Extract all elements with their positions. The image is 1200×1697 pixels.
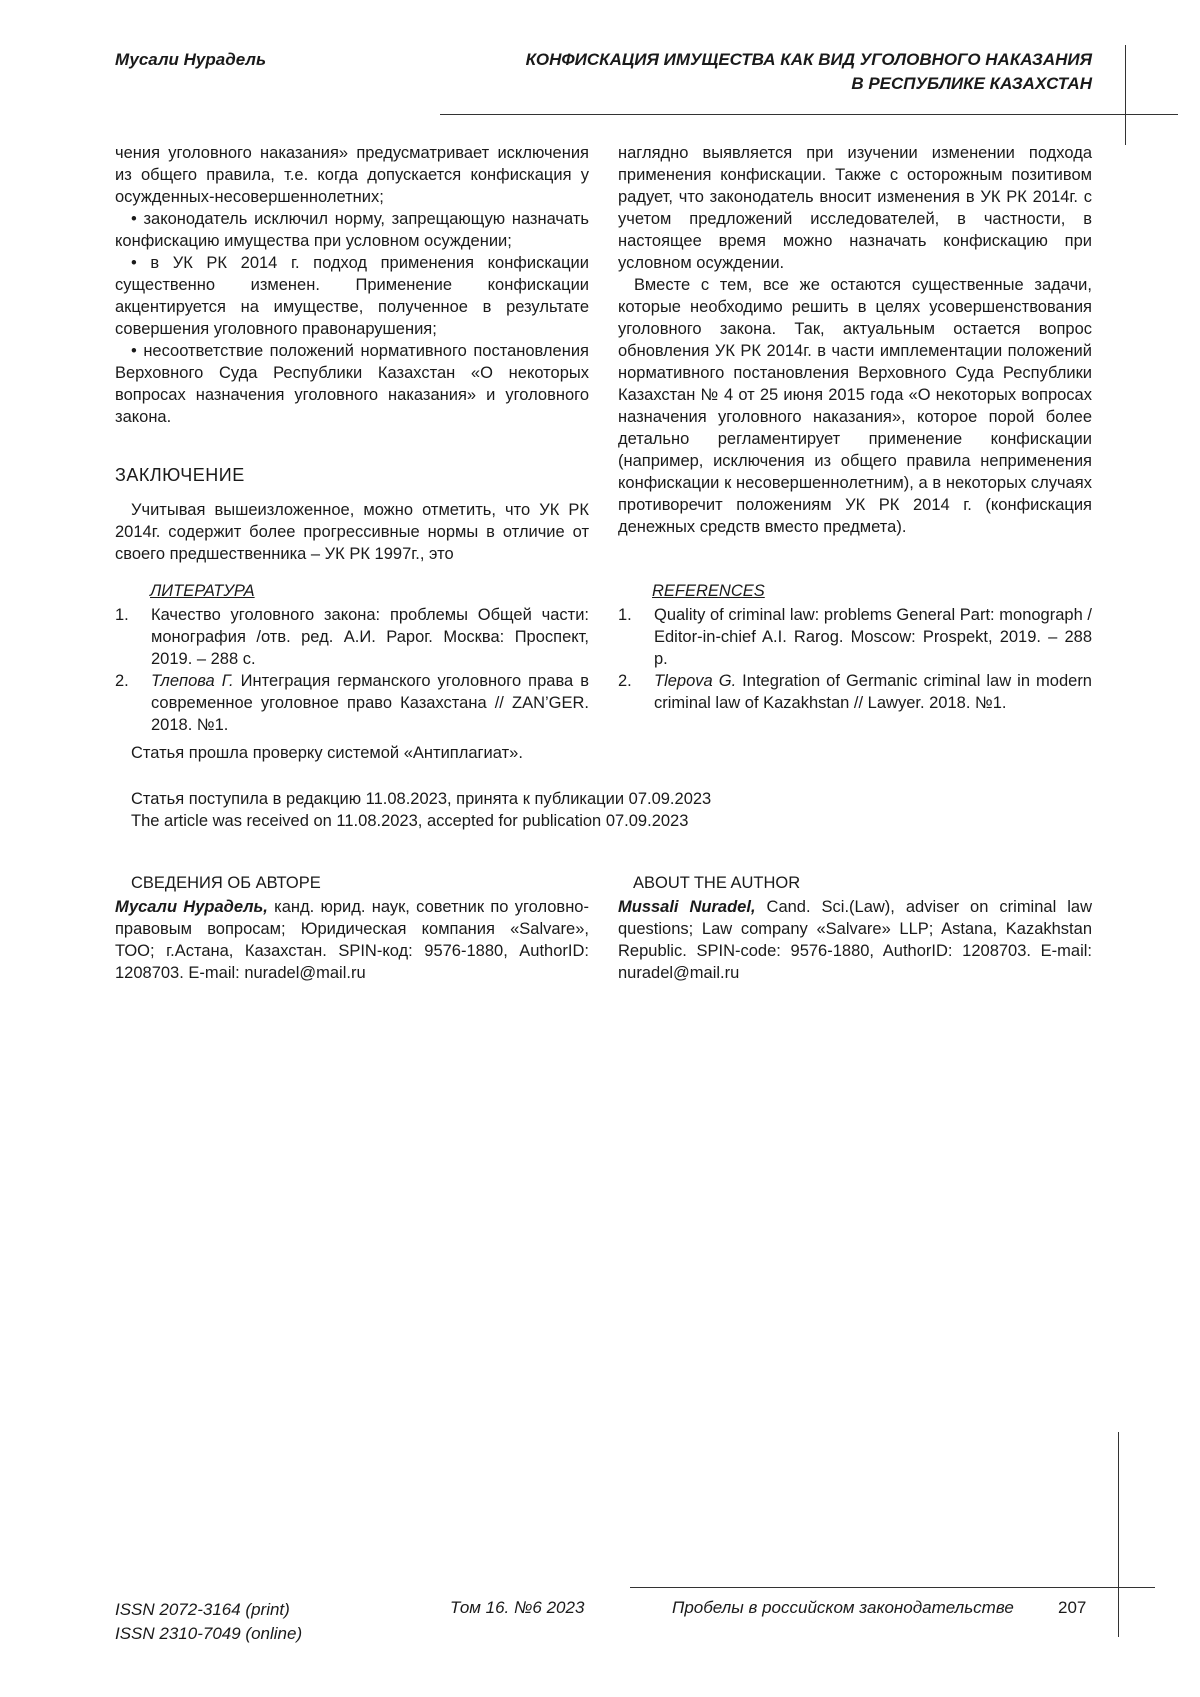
author-details-ru: канд. юрид. наук, советник по уголовно-правовым вопросам; Юридическая компания «Salvare», ТОО; г.Астана, Казахстан. SPIN-код: 9576-1880, AuthorID: 1208703. E-mail: nuradel@mail.ru	[115, 898, 589, 982]
reference-item	[618, 670, 1092, 714]
received-en: The article was received on 11.08.2023, accepted for publication 07.09.2023	[131, 810, 711, 832]
reference-item-text: Integration of Germanic criminal law in modern criminal law of Kazakhstan // Lawyer. 2018. №1.	[654, 672, 1092, 712]
right-column	[618, 142, 1092, 538]
literature-heading: ЛИТЕРАТУРА	[150, 582, 255, 601]
reference-item-author: Tlepova G.	[654, 672, 736, 690]
reference-item-number: 2.	[618, 670, 632, 692]
references-list	[618, 604, 1092, 714]
right-paragraph-2: Вместе с тем, все же остаются существенные задачи, которые необходимо решить в целях усовершенствования уголовного закона. Так, актуальным остается вопрос обновления УК РК 2014г. в части имплементации положений нормативного постановления Верховного Суда Республики Казахстан № 4 от 25 июня 2015 года «О некоторых вопросах назначения уголовного наказания», которое порой более детально регламентирует применение конфискации (например, исключения из общего правила неприменения конфискации к несовершеннолетним), а в некоторых случаях противоречит положениям УК РК 2014 г. (конфискация денежных средств вместо предмета).	[618, 274, 1092, 538]
conclusion-heading: ЗАКЛЮЧЕНИЕ	[115, 465, 245, 486]
antiplagiat-note: Статья прошла проверку системой «Антиплагиат».	[131, 744, 523, 763]
literature-item	[115, 670, 589, 736]
footer-journal-name: Пробелы в российском законодательстве	[672, 1598, 1014, 1618]
references-heading: REFERENCES	[652, 582, 765, 601]
author-info-heading-ru: СВЕДЕНИЯ ОБ АВТОРЕ	[131, 874, 321, 893]
footer-volume: Том 16. №6 2023	[450, 1598, 584, 1618]
header-rule	[440, 114, 1178, 115]
reference-item	[618, 604, 1092, 670]
left-bullet-1: • законодатель исключил норму, запрещающую назначать конфискацию имущества при условном осуждении;	[115, 208, 589, 252]
received-info	[131, 788, 711, 832]
literature-item	[115, 604, 589, 670]
author-info-en	[618, 896, 1092, 984]
author-details-en: Cand. Sci.(Law), adviser on criminal law questions; Law company «Salvare» LLP; Astana, Kazakhstan Republic. SPIN-code: 9576-1880, AuthorID: 1208703. E-mail: nuradel@mail.ru	[618, 898, 1092, 982]
author-info-ru	[115, 896, 589, 984]
crop-mark-bottom	[1118, 1432, 1119, 1637]
received-ru: Статья поступила в редакцию 11.08.2023, принята к публикации 07.09.2023	[131, 788, 711, 810]
author-name-ru: Мусали Нурадель,	[115, 898, 268, 916]
author-name-en: Mussali Nuradel,	[618, 898, 756, 916]
literature-item-number: 2.	[115, 670, 129, 692]
issn-print: ISSN 2072-3164 (print)	[115, 1598, 302, 1622]
left-paragraph-1: чения уголовного наказания» предусматривает исключения из общего правила, т.е. когда допускается конфискация у осужденных-несовершеннолетних;	[115, 142, 589, 208]
reference-item-number: 1.	[618, 604, 632, 626]
running-head-title-line2: В РЕСПУБЛИКЕ КАЗАХСТАН	[372, 72, 1092, 96]
literature-item-author: Тлепова Г.	[151, 672, 234, 690]
right-paragraph-1: наглядно выявляется при изучении изменении подхода применения конфискации. Также с осторожным позитивом радует, что законодатель вносит изменения в УК РК 2014г. с учетом предложений исследователей, в частности, в настоящее время можно назначать конфискацию при условном осуждении.	[618, 142, 1092, 274]
left-bullet-2: • в УК РК 2014 г. подход применения конфискации существенно изменен. Применение конфискации акцентируется на имуществе, полученное в результате совершения уголовного правонарушения;	[115, 252, 589, 340]
reference-item-text: Quality of criminal law: problems General Part: monograph / Editor-in-chief A.I. Rarog. Moscow: Prospekt, 2019. – 288 p.	[654, 606, 1092, 668]
issn-online: ISSN 2310-7049 (online)	[115, 1622, 302, 1646]
literature-item-number: 1.	[115, 604, 129, 626]
footer-rule	[630, 1587, 1155, 1588]
page-number: 207	[1058, 1598, 1086, 1618]
crop-mark-top	[1125, 45, 1126, 145]
left-bullet-3: • несоответствие положений нормативного постановления Верховного Суда Республики Казахстан «О некоторых вопросах назначения уголовного наказания» и уголовного закона.	[115, 340, 589, 428]
running-head-title	[372, 48, 1092, 96]
running-head-title-line1: КОНФИСКАЦИЯ ИМУЩЕСТВА КАК ВИД УГОЛОВНОГО НАКАЗАНИЯ	[372, 48, 1092, 72]
footer-issn	[115, 1598, 302, 1646]
conclusion-text: Учитывая вышеизложенное, можно отметить, что УК РК 2014г. содержит более прогрессивные нормы в отличие от своего предшественника – УК РК 1997г., это	[115, 499, 589, 565]
running-head-author: Мусали Нурадель	[115, 50, 266, 70]
author-info-heading-en: ABOUT THE AUTHOR	[633, 874, 800, 893]
literature-item-text: Качество уголовного закона: проблемы Общей части: монография /отв. ред. А.И. Рарог. Москва: Проспект, 2019. – 288 с.	[151, 606, 589, 668]
literature-list	[115, 604, 589, 736]
literature-item-text: Интеграция германского уголовного права в современное уголовное право Казахстана // ZAN’GER. 2018. №1.	[151, 672, 589, 734]
left-column	[115, 142, 589, 428]
